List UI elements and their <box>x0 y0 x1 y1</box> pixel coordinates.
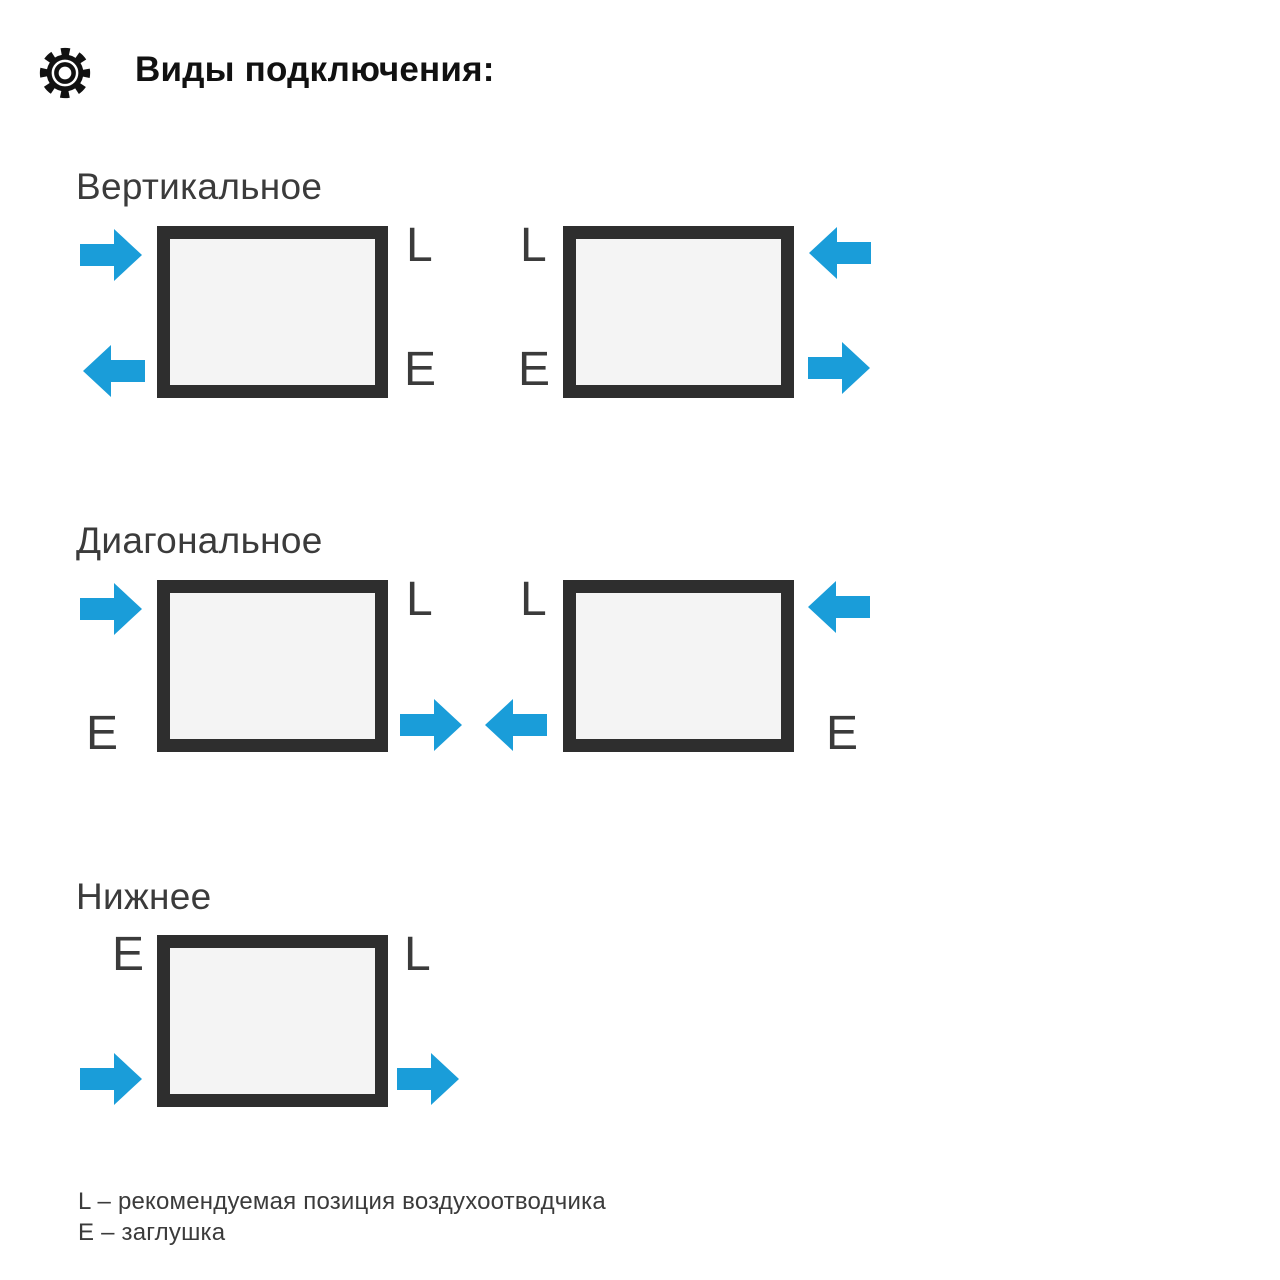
arrow-right-icon <box>400 698 463 752</box>
port-label-air-vent: L <box>520 573 547 626</box>
legend-line-air-vent: L – рекомендуемая позиция воздухоотводчика <box>78 1188 606 1215</box>
arrow-left-icon <box>82 344 145 398</box>
arrow-right-icon <box>80 228 143 282</box>
port-label-air-vent: L <box>406 573 433 626</box>
arrow-left-icon <box>808 226 871 280</box>
port-label-air-vent: L <box>404 928 431 981</box>
page-title: Виды подключения: <box>135 50 495 89</box>
port-label-plug: E <box>86 707 119 760</box>
legend <box>78 1186 606 1248</box>
port-label-plug: E <box>826 707 859 760</box>
section-title-diagonal: Диагональное <box>76 520 323 561</box>
radiator-vertical-right <box>563 226 794 398</box>
port-label-plug: E <box>518 343 551 396</box>
port-label-plug: E <box>404 343 437 396</box>
gear-icon <box>36 44 94 102</box>
radiator-diagonal-left <box>157 580 388 752</box>
arrow-right-icon <box>80 582 143 636</box>
port-label-air-vent: L <box>406 219 433 272</box>
radiator-diagonal-right <box>563 580 794 752</box>
port-label-air-vent: L <box>520 219 547 272</box>
arrow-right-icon <box>80 1052 143 1106</box>
arrow-right-icon <box>397 1052 460 1106</box>
arrow-left-icon <box>484 698 547 752</box>
section-title-bottom: Нижнее <box>76 876 212 917</box>
radiator-vertical-left <box>157 226 388 398</box>
arrow-left-icon <box>807 580 870 634</box>
legend-line-plug: E – заглушка <box>78 1219 226 1246</box>
arrow-right-icon <box>808 341 871 395</box>
section-title-vertical: Вертикальное <box>76 166 323 207</box>
port-label-plug: E <box>112 928 145 981</box>
radiator-bottom <box>157 935 388 1107</box>
